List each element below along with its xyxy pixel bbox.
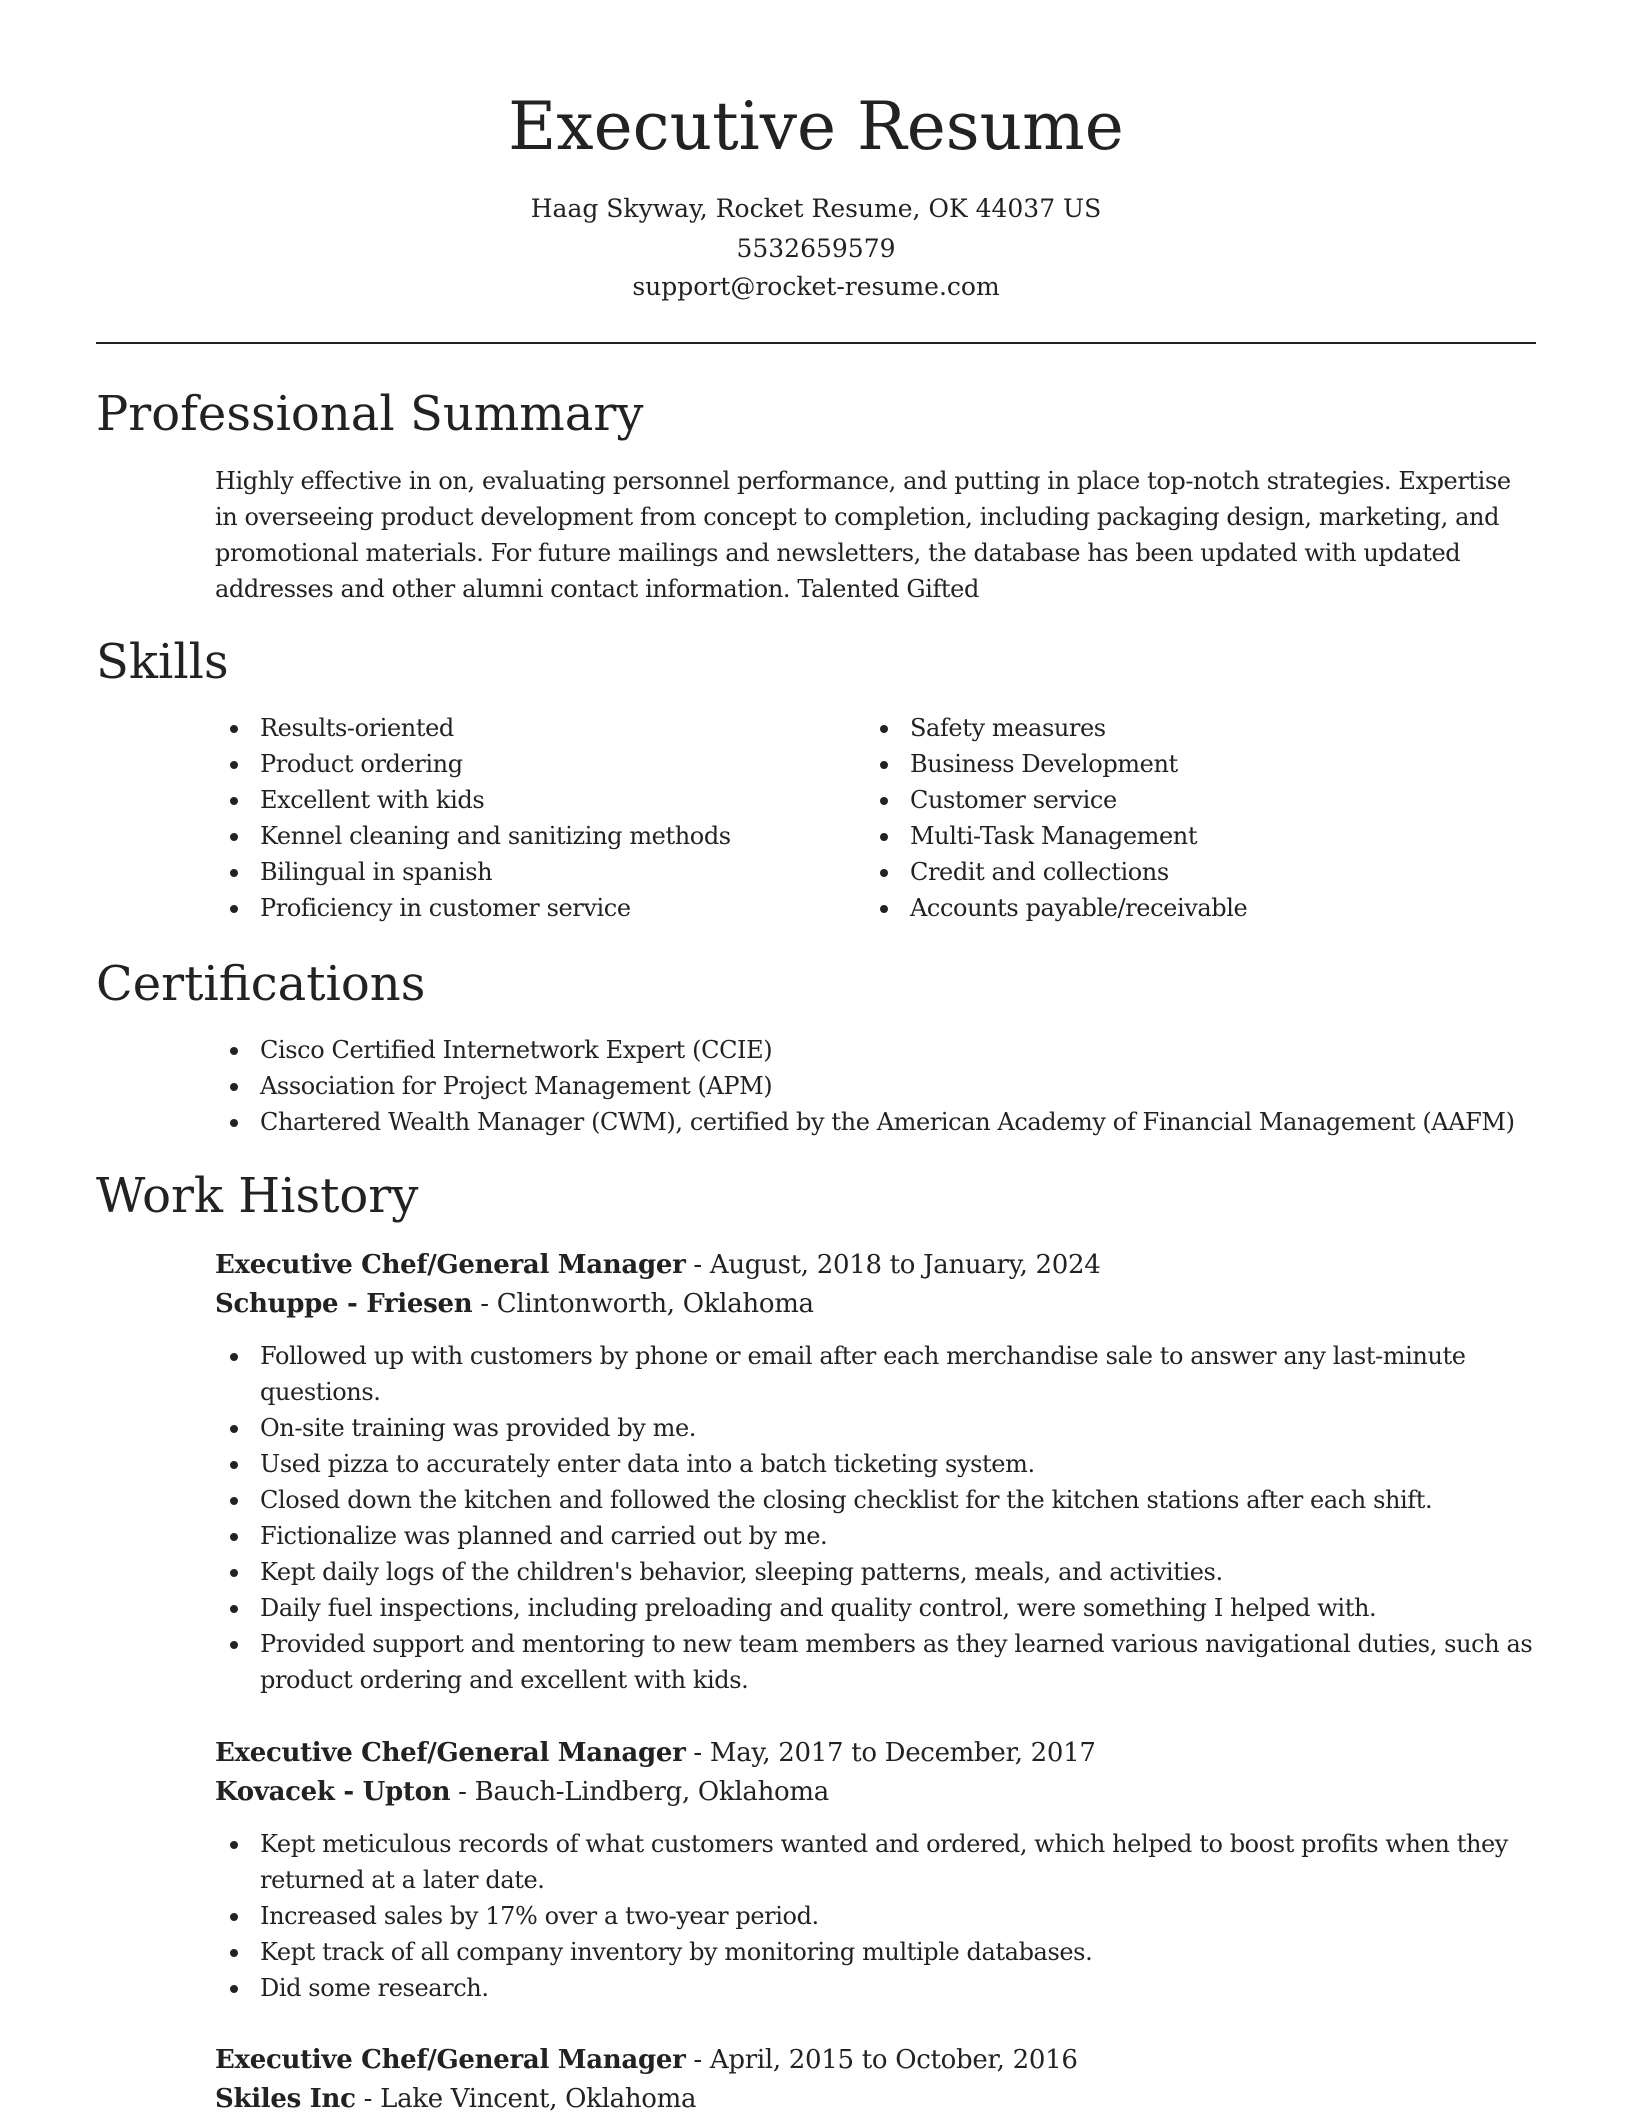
job-separator: -: [355, 2084, 381, 2114]
skill-item: Credit and collections: [865, 854, 1505, 890]
skills-list-left: [215, 710, 855, 926]
job-location: Lake Vincent, Oklahoma: [380, 2084, 697, 2114]
resume-name: Executive Resume: [508, 88, 1124, 165]
contact-address: Haag Skyway, Rocket Resume, OK 44037 US: [530, 194, 1102, 223]
job-separator: -: [685, 1738, 710, 1768]
job-bullet: Kept daily logs of the children's behavior, sleeping patterns, meals, and activities.: [215, 1554, 1536, 1590]
skill-item: Product ordering: [215, 746, 855, 782]
job-bullet: Used pizza to accurately enter data into a batch ticketing system.: [215, 1446, 1536, 1482]
job-bullet: Followed up with customers by phone or email after each merchandise sale to answer any last-minute questions.: [215, 1338, 1536, 1410]
job-bullet: Kept meticulous records of what customers wanted and ordered, which helped to boost profits when they returned at a later date.: [215, 1826, 1536, 1898]
job-bullet: Increased sales by 17% over a two-year period.: [215, 1898, 1536, 1934]
skill-item: Business Development: [865, 746, 1505, 782]
job-bullet: Did some research.: [215, 1970, 1536, 2006]
skill-item: Multi-Task Management: [865, 818, 1505, 854]
skills-list-right: [865, 710, 1505, 926]
job-title: Executive Chef/General Manager: [215, 1250, 686, 1280]
job-bullet: Daily fuel inspections, including preloading and quality control, were something I helped with.: [215, 1590, 1536, 1626]
certification-item: Cisco Certified Internetwork Expert (CCIE): [215, 1032, 1545, 1068]
job-separator: -: [472, 1289, 497, 1319]
job-title-line: [215, 1245, 1101, 1285]
skill-item: Accounts payable/receivable: [865, 890, 1505, 926]
job-company: Kovacek - Upton: [215, 1777, 451, 1807]
job-company: Skiles Inc: [215, 2084, 356, 2114]
job-title-line: [215, 2040, 1078, 2080]
job-title: Executive Chef/General Manager: [215, 1738, 686, 1768]
job-bullets: [215, 1338, 1536, 1698]
summary-heading: Professional Summary: [96, 386, 644, 442]
job-bullet: Provided support and mentoring to new team members as they learned various navigational duties, such as product ordering and excellent with kids.: [215, 1626, 1536, 1698]
skill-item: Customer service: [865, 782, 1505, 818]
job-title-line: [215, 1733, 1096, 1773]
job-bullet: Closed down the kitchen and followed the closing checklist for the kitchen stations after each shift.: [215, 1482, 1536, 1518]
skill-item: Results-oriented: [215, 710, 855, 746]
job-bullets: [215, 1826, 1536, 2006]
job-separator: -: [450, 1777, 475, 1807]
job-dates: April, 2015 to October, 2016: [709, 2045, 1078, 2075]
certification-item: Association for Project Management (APM): [215, 1068, 1545, 1104]
job-bullet: On-site training was provided by me.: [215, 1410, 1536, 1446]
job-dates: August, 2018 to January, 2024: [709, 1250, 1101, 1280]
skill-item: Safety measures: [865, 710, 1505, 746]
skill-item: Excellent with kids: [215, 782, 855, 818]
job-bullet: Fictionalize was planned and carried out by me.: [215, 1518, 1536, 1554]
job-dates: May, 2017 to December, 2017: [709, 1738, 1096, 1768]
job-company-line: [215, 1284, 814, 1324]
certifications-list: [215, 1032, 1545, 1140]
skill-item: Kennel cleaning and sanitizing methods: [215, 818, 855, 854]
contact-phone: 5532659579: [736, 234, 896, 263]
header-divider: [96, 342, 1536, 344]
contact-email: support@rocket-resume.com: [632, 272, 1000, 301]
certification-item: Chartered Wealth Manager (CWM), certified by the American Academy of Financial Management (AAFM): [215, 1104, 1545, 1140]
job-location: Clintonworth, Oklahoma: [496, 1289, 814, 1319]
job-separator: -: [685, 2045, 710, 2075]
skills-heading: Skills: [96, 634, 229, 690]
skill-item: Bilingual in spanish: [215, 854, 855, 890]
job-title: Executive Chef/General Manager: [215, 2045, 686, 2075]
job-location: Bauch-Lindberg, Oklahoma: [474, 1777, 829, 1807]
job-bullet: Kept track of all company inventory by monitoring multiple databases.: [215, 1934, 1536, 1970]
skill-item: Proficiency in customer service: [215, 890, 855, 926]
job-company-line: [215, 1772, 829, 1812]
summary-text: Highly effective in on, evaluating personnel performance, and putting in place top-notch strategies. Expertise in overseeing product development from concept to completion, including packaging design, marketing, and promotional materials. For future mailings and newsletters, the database has been updated with updated addresses and other alumni contact information. Talented Gifted: [215, 467, 1511, 603]
certifications-heading: Certifications: [96, 956, 426, 1012]
job-separator: -: [685, 1250, 710, 1280]
job-company-line: [215, 2079, 696, 2119]
job-company: Schuppe - Friesen: [215, 1289, 473, 1319]
work-history-heading: Work History: [96, 1168, 419, 1224]
